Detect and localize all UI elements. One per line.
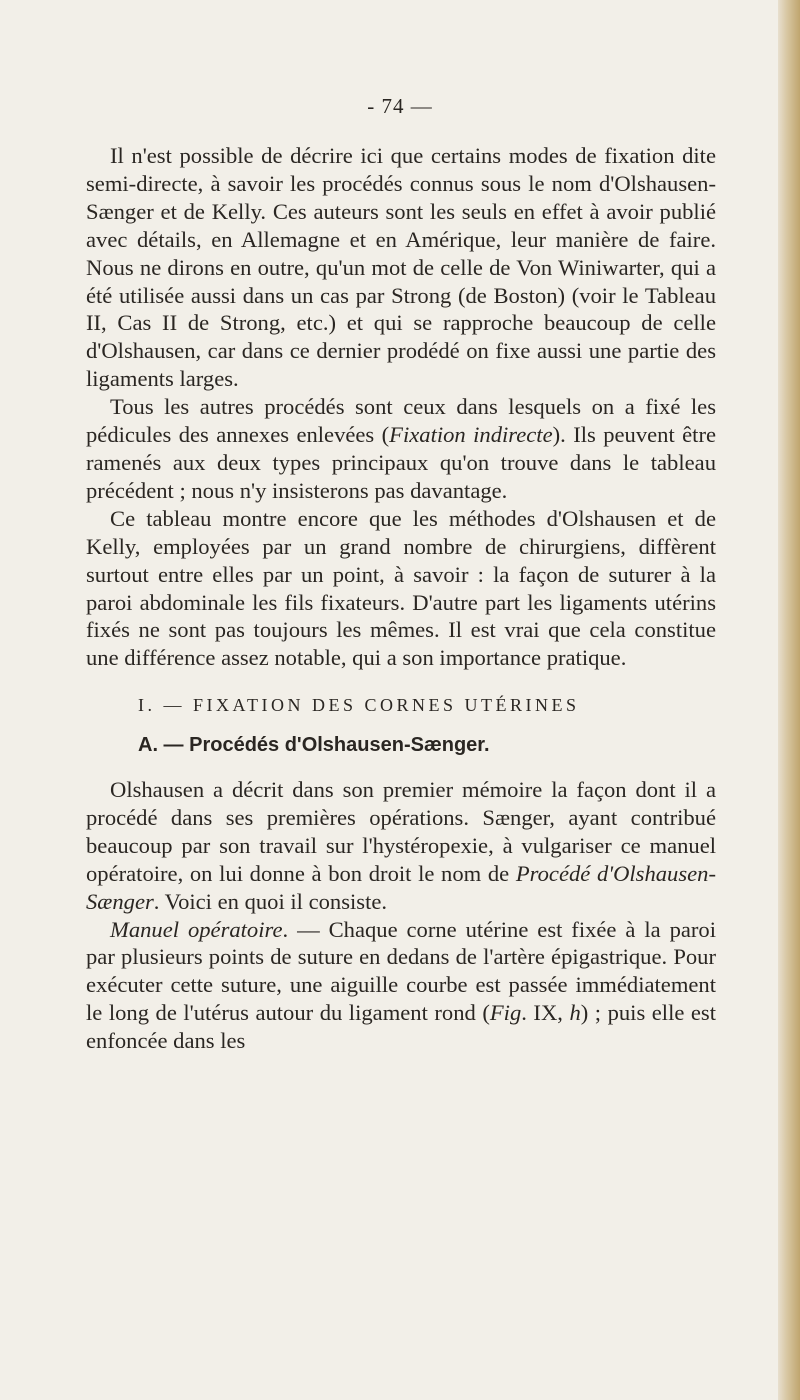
- paragraph-5-text-b: ) ; puis elle est enfoncée dans les: [86, 1000, 716, 1054]
- paragraph-5-fig: Fig: [489, 1000, 522, 1026]
- section-heading: I. — FIXATION DES CORNES UTÉRINES: [138, 695, 580, 716]
- page-number: - 74 —: [367, 94, 433, 118]
- page-binding-edge: [778, 0, 800, 1400]
- paragraph-5: [86, 916, 716, 1056]
- body-text: [86, 142, 716, 1055]
- paragraph-2-text-a: Tous les autres procédés sont ceux dans lesquels on a fixé les pédicules des annexes enlevées (: [86, 394, 716, 448]
- paragraph-2-italic: Fixation indirecte: [389, 422, 553, 448]
- paragraph-5-label: Manuel opératoire: [110, 916, 283, 942]
- paragraph-4-italic: Procédé d'Olshausen-Sænger: [86, 860, 716, 914]
- paragraph-1: Il n'est possible de décrire ici que certains modes de fixation dite semi-directe, à savoir les procédés connus sous le nom d'Olshausen-Sænger et de Kelly. Ces auteurs sont les seuls en effet à avoir publié avec détails, en Allemagne et en Amérique, leur manière de faire. Nous ne dirons en outre, qu'un mot de celle de Von Winiwarter, qui a été utilisée aussi dans un cas par Strong (de Boston) (voir le Tableau II, Cas II de Strong, etc.) et qui se rapproche beaucoup de celle d'Olshausen, car dans ce dernier prodédé on fixe aussi une partie des ligaments larges.: [86, 143, 716, 392]
- paragraph-4-text-b: . Voici en quoi il consiste.: [153, 888, 388, 914]
- paragraph-5-figref: . IX,: [521, 1000, 570, 1026]
- paragraph-4: [86, 776, 716, 916]
- paragraph-5-h: h: [569, 1000, 581, 1026]
- paragraph-2: [86, 393, 716, 505]
- subsection-heading: A. — Procédés d'Olshausen-Sænger.: [138, 734, 490, 757]
- paragraph-4-text-a: Olshausen a décrit dans son premier mémoire la façon dont il a procédé dans ses premières opérations. Sænger, ayant contribué beaucoup par son travail sur l'hystéropexie, à vulgariser ce manuel opératoire, on lui donne à bon droit le nom de: [86, 777, 716, 886]
- paragraph-5-text-a: . — Chaque corne utérine est fixée à la paroi par plusieurs points de suture en dedans de l'artère épigastrique. Pour exécuter cette suture, une aiguille courbe est passée immédiatement le long de l'utérus autour du ligament rond (: [86, 916, 716, 1026]
- paragraph-2-text-b: ). Ils peuvent être ramenés aux deux types principaux qu'on trouve dans le tableau précédent ; nous n'y insisterons pas davantage.: [86, 422, 716, 503]
- paragraph-3: Ce tableau montre encore que les méthodes d'Olshausen et de Kelly, employées par un grand nombre de chirurgiens, diffèrent surtout entre elles par un point, à savoir : la façon de suturer à la paroi abdominale les fils fixateurs. D'autre part les ligaments utérins fixés ne sont pas toujours les mêmes. Il est vrai que cela constitue une différence assez notable, qui a son importance pratique.: [86, 505, 716, 671]
